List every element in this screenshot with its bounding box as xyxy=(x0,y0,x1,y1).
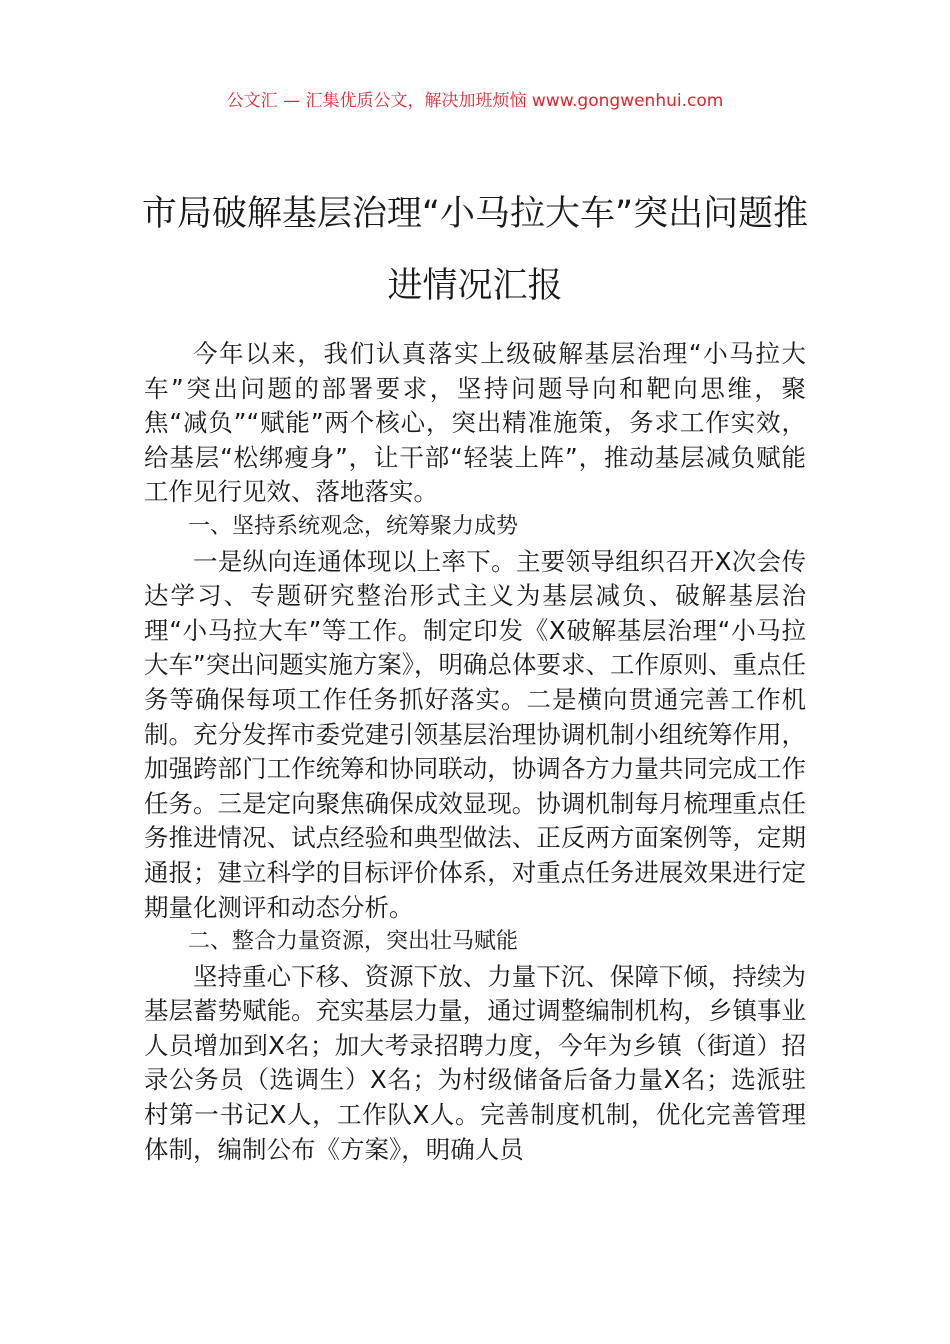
intro-paragraph: 今年以来，我们认真落实上级破解基层治理“小马拉大车”突出问题的部署要求，坚持问题导向和靶向思维，聚焦“减负”“赋能”两个核心，突出精准施策，务求工作实效，给基层“松绑瘦身”，让干部“轻装上阵”，推动基层减负赋能工作见行见效、落地落实。 xyxy=(144,339,806,507)
section-1-paragraph: 一是纵向连通体现以上率下。主要领导组织召开X次会传达学习、专题研究整治形式主义为基层减负、破解基层治理“小马拉大车”等工作。制定印发《X破解基层治理“小马拉大车”突出问题实施方案》，明确总体要求、工作原则、重点任务等确保每项工作任务抓好落实。二是横向贯通完善工作机制。充分发挥市委党建引领基层治理协调机制小组统筹作用，加强跨部门工作统筹和协同联动，协调各方力量共同完成工作任务。三是定向聚焦确保成效显现。协调机制每月梳理重点任务推进情况、试点经验和典型做法、正反两方面案例等，定期通报；建立科学的目标评价体系，对重点任务进展效果进行定期量化测评和动态分析。 xyxy=(144,546,806,922)
document-body xyxy=(144,337,806,1167)
section-2-paragraph: 坚持重心下移、资源下放、力量下沉、保障下倾，持续为基层蓄势赋能。充实基层力量，通过调整编制机构，乡镇事业人员增加到X名；加大考录招聘力度，今年为乡镇（街道）招录公务员（选调生）X名；为村级储备后备力量X名；选派驻村第一书记X人，工作队X人。完善制度机制，优化完善管理体制，编制公布《方案》，明确人员 xyxy=(144,961,806,1164)
document-title: 市局破解基层治理“小马拉大车”突出问题推进情况汇报 xyxy=(141,194,809,306)
section-heading-2: 二、整合力量资源，突出壮马赋能 xyxy=(188,929,519,955)
section-heading-1: 一、坚持系统观念，统筹聚力成势 xyxy=(188,513,519,539)
header-banner: 公文汇 — 汇集优质公文，解决加班烦恼 www.gongwenhui.com xyxy=(226,91,724,111)
